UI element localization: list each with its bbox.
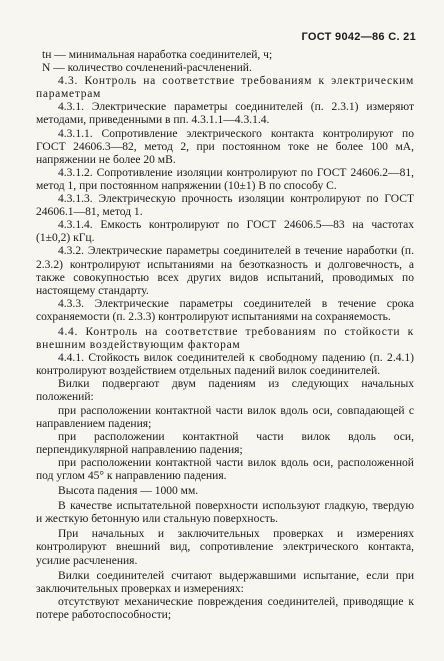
paragraph: tн — минимальная наработка соединителей, ч; — [42, 49, 273, 61]
paragraph: 4.3.1.4. Емкость контролируют по ГОСТ 24606.5—83 на частотах (1±0,2) кГц. — [36, 219, 414, 245]
paragraph: 4.3.1.2. Сопротивление изоляции контролируют по ГОСТ 24606.2—81, метод 1, при постоянном напряжении (10±1) В по способу С. — [36, 166, 414, 192]
document-body — [36, 49, 414, 622]
paragraph: Вилки соединителей считают выдержавшими испытание, если при заключительных проверках и измерениях: — [36, 569, 414, 595]
paragraph: при расположении контактной части вилок вдоль оси, перпендикулярной направлению падения; — [36, 430, 414, 456]
paragraph: 4.3.1.3. Электрическую прочность изоляции контролируют по ГОСТ 24606.1—81, метод 1. — [36, 193, 414, 219]
section-heading: 4.3. Контроль на соответствие требованиям к электрическим параметрам — [36, 75, 414, 101]
paragraph: 4.3.2. Электрические параметры соединителей в течение наработки (п. 2.3.2) контролируют испытаниями на безотказность и долговечность, а также совокупностью всех других видов испытаний, проводимых по настоящему стандарту. — [36, 245, 414, 297]
paragraph: N — количество сочленений-расчленений. — [42, 62, 252, 75]
paragraph: При начальных и заключительных проверках и измерениях контролируют внешний вид, сопротивление электрического контакта, усилие расчленения. — [36, 528, 414, 567]
paragraph: Вилки подвергают двум падениям из следующих начальных положений: — [36, 378, 414, 404]
paragraph: 4.3.3. Электрические параметры соединителей в течение срока сохраняемости (п. 2.3.3) контролируют испытаниями на сохраняемость. — [36, 297, 414, 323]
section-heading: 4.4. Контроль на соответствие требованиям по стойкости к внешним воздействующим факторам — [36, 325, 414, 352]
paragraph: В качестве испытательной поверхности используют гладкую, твердую и жесткую бетонную или стальную поверхность. — [36, 500, 414, 526]
paragraph: 4.3.1.1. Сопротивление электрического контакта контролируют по ГОСТ 24606.3—82, метод 2, при постоянном токе не более 100 мА, напряжении не более 20 мВ. — [36, 127, 414, 166]
paragraph: 4.4.1. Стойкость вилок соединителей к свободному падению (п. 2.4.1) контролируют воздействием отдельных падений вилок соединителей. — [36, 352, 414, 378]
paragraph: Высота падения — 1000 мм. — [58, 485, 199, 498]
page-header: ГОСТ 9042—86 С. 21 — [301, 31, 416, 43]
paragraph: отсутствуют механические повреждения соединителей, приводящие к потере работоспособности; — [36, 595, 414, 621]
paragraph: при расположении контактной части вилок вдоль оси, совпадающей с направлением падения; — [36, 404, 414, 430]
paragraph: 4.3.1. Электрические параметры соединителей (п. 2.3.1) измеряют методами, приведенными в пп. 4.3.1.1—4.3.1.4. — [36, 101, 414, 127]
paragraph: при расположении контактной части вилок вдоль оси, расположенной под углом 45° к направлению падения. — [36, 456, 414, 482]
